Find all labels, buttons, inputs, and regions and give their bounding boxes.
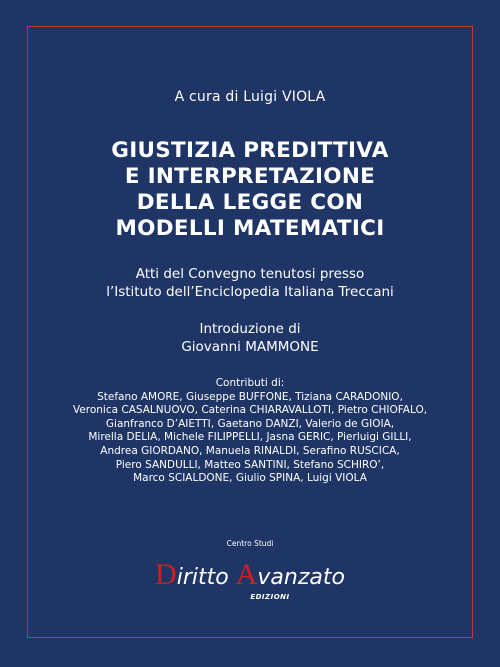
contributors-label: Contributi di: — [215, 377, 285, 389]
contributors-line: Veronica CASALNUOVO, Caterina CHIARAVALLOTI, Pietro CHIOFALO, — [72, 404, 428, 417]
book-subtitle — [0, 265, 500, 301]
publisher-logo — [0, 558, 500, 592]
contributors-line: Piero SANDULLI, Matteo SANTINI, Stefano SCHIRO’, — [115, 458, 385, 471]
title-line: DELLA LEGGE CON — [136, 190, 364, 215]
title-line: GIUSTIZIA PREDITTIVA — [111, 138, 389, 163]
contributors-line: Mirella DELIA, Michele FILIPPELLI, Jasna GERIC, Pierluigi GILLI, — [88, 431, 412, 444]
contributors-list — [0, 377, 500, 486]
intro-label: Introduzione di — [199, 321, 301, 337]
publisher-centro-studi: Centro Studi — [226, 539, 274, 548]
title-line: MODELLI MATEMATICI — [115, 216, 385, 241]
editor-credit: A cura di Luigi VIOLA — [174, 89, 326, 105]
logo-initial-d: D — [155, 558, 177, 591]
contributors-line: Stefano AMORE, Giuseppe BUFFONE, Tiziana CARADONIO, — [97, 390, 403, 403]
subtitle-line: l’Istituto dell’Enciclopedia Italiana Treccani — [106, 284, 394, 300]
introduction-credit — [0, 320, 500, 356]
contributors-line: Gianfranco D’AIETTI, Gaetano DANZI, Valerio de GIOIA, — [105, 417, 395, 430]
logo-word-avanzato: vanzato — [257, 565, 345, 590]
title-line: E INTERPRETAZIONE — [124, 164, 376, 189]
contributors-line: Marco SCIALDONE, Giulio SPINA, Luigi VIOLA — [133, 472, 367, 485]
subtitle-line: Atti del Convegno tenutosi presso — [135, 266, 365, 282]
logo-word-diritto: iritto — [176, 565, 229, 590]
contributors-line: Andrea GIORDANO, Manuela RINALDI, Serafino RUSCICA, — [100, 444, 400, 457]
logo-initial-a: A — [235, 558, 258, 591]
publisher-edizioni: EDIZIONI — [250, 593, 290, 601]
intro-author: Giovanni MAMMONE — [181, 339, 319, 355]
book-title — [0, 138, 500, 242]
